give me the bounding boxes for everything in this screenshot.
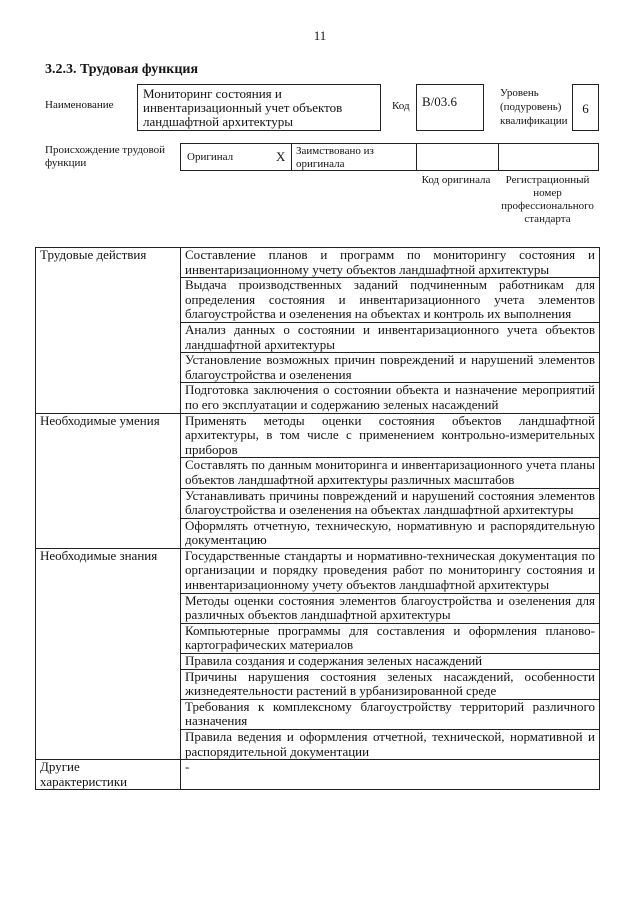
skill-item: Устанавливать причины повреждений и нарушений состояния элементов благоустройства и озеленения на объектах ландшафтной архитектуры (181, 488, 600, 518)
origin-original-cell (181, 144, 291, 170)
knowledge-item: Требования к комплексному благоустройству территорий различного назначения (181, 699, 600, 729)
labor-action-item: Анализ данных о состоянии и инвентаризационного учета объектов ландшафтной архитектуры (181, 322, 600, 352)
other-characteristics-item: - (181, 760, 600, 790)
level-label: Уровень (подуровень) квалификации (500, 87, 568, 127)
labor-action-item: Установление возможных причин повреждений и нарушений элементов благоустройства и озеленения (181, 353, 600, 383)
table-row (36, 248, 600, 278)
section-label-knowledge: Необходимые знания (36, 548, 181, 759)
other-characteristics-label: Другие характеристики (40, 759, 128, 789)
function-details-table (35, 247, 600, 790)
original-code-caption: Код оригинала (421, 174, 491, 186)
knowledge-item: Методы оценки состояния элементов благоустройства и озеленения для различных объектов ландшафтной архитектуры (181, 593, 600, 623)
knowledge-item: Причины нарушения состояния зеленых насаждений, особенности жизнедеятельности растений в урбанизированной среде (181, 669, 600, 699)
table-row (36, 548, 600, 593)
table-row (36, 760, 600, 790)
registration-number-caption: Регистрационный номер профессионального стандарта (501, 174, 594, 225)
section-title: 3.2.3. Трудовая функция (45, 62, 199, 77)
labor-action-item: Подготовка заключения о состоянии объекта и назначение мероприятий по его эксплуатации и содержанию зеленых насаждений (181, 383, 600, 413)
table-row (36, 413, 600, 458)
skill-item: Применять методы оценки состояния объектов ландшафтной архитектуры, в том числе с применением контрольно-измерительных приборов (181, 413, 600, 458)
section-label-skills: Необходимые умения (36, 413, 181, 548)
original-code-cell (416, 144, 498, 170)
knowledge-item: Правила создания и содержания зеленых насаждений (181, 654, 600, 670)
original-label: Оригинал (187, 151, 234, 163)
knowledge-item: Правила ведения и оформления отчетной, технической, нормативной и распорядительной документации (181, 730, 600, 760)
code-label: Код (392, 100, 410, 112)
function-code: B/03.6 (416, 84, 484, 131)
function-name: Мониторинг состояния и инвентаризационный учет объектов ландшафтной архитектуры (137, 84, 381, 131)
registration-number-cell (498, 144, 598, 170)
origin-label: Происхождение трудовой функции (45, 144, 166, 169)
qualification-level: 6 (572, 84, 599, 131)
origin-row (180, 143, 599, 171)
page-number: 11 (313, 28, 327, 43)
knowledge-item: Государственные стандарты и нормативно-техническая документация по организации и порядку проведения работ по мониторингу состояния и инвентаризационному учету объектов ландшафтной архитектуры (181, 548, 600, 593)
labor-action-item: Составление планов и программ по мониторингу состояния и инвентаризационному учету объектов ландшафтной архитектуры (181, 248, 600, 278)
skill-item: Оформлять отчетную, техническую, нормативную и распорядительную документацию (181, 518, 600, 548)
labor-action-item: Выдача производственных заданий подчиненным работникам для определения состояния и инвентаризационного учета элементов благоустройства и озеленения на объектах и контроль их выполнения (181, 278, 600, 323)
name-label: Наименование (45, 99, 114, 111)
skill-item: Составлять по данным мониторинга и инвентаризационного учета планы объектов ландшафтной архитектуры различных масштабов (181, 458, 600, 488)
section-label-other (36, 760, 181, 790)
borrowed-label: Заимствовано из оригинала (291, 144, 416, 170)
knowledge-item: Компьютерные программы для составления и оформления планово-картографических материалов (181, 623, 600, 653)
original-mark: X (276, 149, 286, 164)
section-label-labor-actions: Трудовые действия (36, 248, 181, 414)
